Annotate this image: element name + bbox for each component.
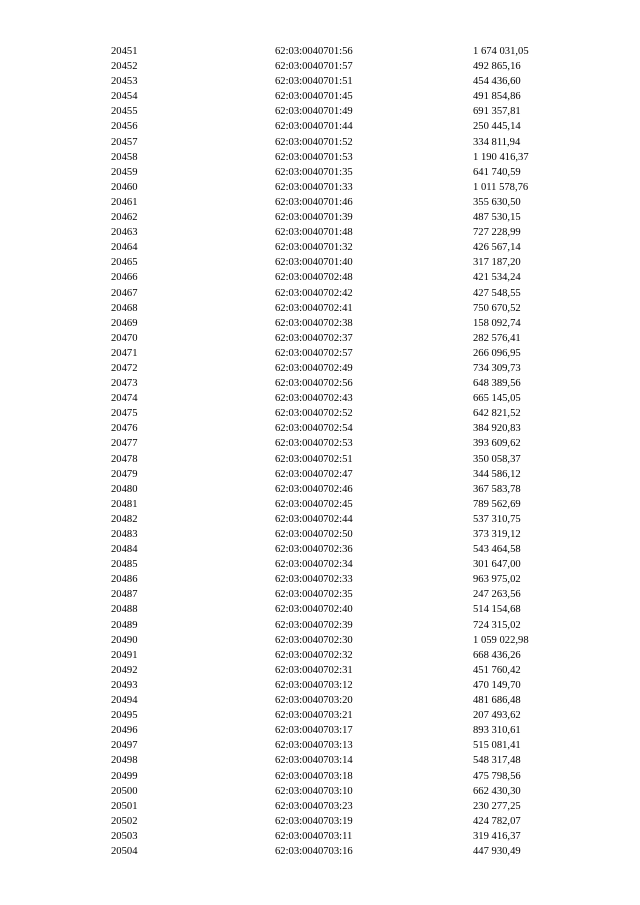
cadastral-value: 515 081,41 bbox=[473, 740, 521, 752]
cadastral-number: 62:03:0040702:41 bbox=[275, 302, 353, 314]
cadastral-number: 62:03:0040701:52 bbox=[275, 136, 353, 148]
table-row bbox=[0, 421, 640, 436]
cadastral-value: 451 760,42 bbox=[473, 664, 521, 676]
cadastral-value: 648 389,56 bbox=[473, 378, 521, 390]
row-number: 20476 bbox=[111, 423, 138, 435]
row-number: 20483 bbox=[111, 529, 138, 540]
row-number: 20485 bbox=[111, 559, 138, 571]
cadastral-value: 492 865,16 bbox=[473, 61, 521, 73]
table-row bbox=[0, 678, 640, 693]
cadastral-number: 62:03:0040702:30 bbox=[275, 634, 353, 646]
cadastral-number: 62:03:0040703:23 bbox=[275, 800, 353, 812]
cadastral-value: 334 811,94 bbox=[473, 136, 521, 148]
row-number: 20463 bbox=[111, 227, 138, 239]
cadastral-value: 367 583,78 bbox=[473, 483, 521, 495]
cadastral-value: 668 436,26 bbox=[473, 649, 521, 661]
cadastral-number: 62:03:0040703:20 bbox=[275, 695, 353, 707]
cadastral-value: 543 464,58 bbox=[473, 544, 521, 556]
table-row bbox=[0, 542, 640, 557]
cadastral-value: 1 011 578,76 bbox=[473, 181, 529, 193]
row-number: 20469 bbox=[111, 317, 138, 329]
table-row bbox=[0, 572, 640, 587]
cadastral-number: 62:03:0040702:53 bbox=[275, 438, 353, 450]
cadastral-value: 393 609,62 bbox=[473, 438, 521, 450]
cadastral-number: 62:03:0040702:52 bbox=[275, 408, 353, 420]
cadastral-value: 207 493,62 bbox=[473, 710, 521, 722]
row-number: 20497 bbox=[111, 740, 138, 752]
table-row bbox=[0, 406, 640, 421]
cadastral-value-table bbox=[0, 44, 640, 859]
table-row bbox=[0, 74, 640, 89]
cadastral-number: 62:03:0040702:45 bbox=[275, 498, 353, 510]
cadastral-value: 301 647,00 bbox=[473, 559, 521, 571]
row-number: 20454 bbox=[111, 91, 138, 103]
table-row bbox=[0, 119, 640, 134]
row-number: 20453 bbox=[111, 76, 138, 88]
cadastral-value: 893 310,61 bbox=[473, 725, 521, 737]
cadastral-number: 62:03:0040701:32 bbox=[275, 242, 353, 254]
table-row bbox=[0, 602, 640, 617]
cadastral-value: 1 059 022,98 bbox=[473, 634, 529, 646]
table-row bbox=[0, 346, 640, 361]
row-number: 20456 bbox=[111, 121, 138, 133]
cadastral-number: 62:03:0040702:33 bbox=[275, 574, 353, 586]
cadastral-value: 344 586,12 bbox=[473, 468, 521, 480]
table-row bbox=[0, 633, 640, 648]
row-number: 20461 bbox=[111, 196, 138, 208]
cadastral-number: 62:03:0040702:40 bbox=[275, 604, 353, 616]
table-row bbox=[0, 799, 640, 814]
table-row bbox=[0, 829, 640, 844]
row-number: 20471 bbox=[111, 347, 138, 359]
table-row bbox=[0, 376, 640, 391]
table-row bbox=[0, 738, 640, 753]
cadastral-number: 62:03:0040701:56 bbox=[275, 46, 353, 57]
table-row bbox=[0, 784, 640, 799]
row-number: 20496 bbox=[111, 725, 138, 737]
cadastral-value: 642 821,52 bbox=[473, 408, 521, 420]
cadastral-value: 350 058,37 bbox=[473, 453, 521, 465]
cadastral-value: 724 315,02 bbox=[473, 619, 521, 631]
cadastral-value: 662 430,30 bbox=[473, 785, 521, 797]
cadastral-value: 491 854,86 bbox=[473, 91, 521, 103]
cadastral-value: 230 277,25 bbox=[473, 800, 521, 812]
row-number: 20466 bbox=[111, 272, 138, 284]
cadastral-number: 62:03:0040702:57 bbox=[275, 347, 353, 359]
cadastral-value: 470 149,70 bbox=[473, 679, 521, 691]
table-row bbox=[0, 814, 640, 829]
cadastral-value: 282 576,41 bbox=[473, 332, 521, 344]
table-row bbox=[0, 210, 640, 225]
cadastral-number: 62:03:0040702:49 bbox=[275, 362, 353, 374]
table-row bbox=[0, 527, 640, 542]
row-number: 20484 bbox=[111, 544, 138, 556]
row-number: 20474 bbox=[111, 393, 138, 405]
cadastral-number: 62:03:0040703:16 bbox=[275, 845, 353, 857]
cadastral-value: 454 436,60 bbox=[473, 76, 521, 88]
cadastral-number: 62:03:0040703:14 bbox=[275, 755, 353, 767]
cadastral-number: 62:03:0040702:51 bbox=[275, 453, 353, 465]
cadastral-value: 250 445,14 bbox=[473, 121, 521, 133]
cadastral-number: 62:03:0040701:49 bbox=[275, 106, 353, 118]
row-number: 20499 bbox=[111, 770, 138, 782]
row-number: 20455 bbox=[111, 106, 138, 118]
cadastral-number: 62:03:0040701:51 bbox=[275, 76, 353, 88]
row-number: 20465 bbox=[111, 257, 138, 269]
table-row bbox=[0, 104, 640, 119]
cadastral-value: 481 686,48 bbox=[473, 695, 521, 707]
cadastral-number: 62:03:0040702:42 bbox=[275, 287, 353, 299]
cadastral-number: 62:03:0040703:12 bbox=[275, 679, 353, 691]
table-row bbox=[0, 436, 640, 451]
cadastral-number: 62:03:0040702:38 bbox=[275, 317, 353, 329]
row-number: 20502 bbox=[111, 815, 138, 827]
cadastral-value: 317 187,20 bbox=[473, 257, 521, 269]
row-number: 20462 bbox=[111, 212, 138, 224]
cadastral-value: 373 319,12 bbox=[473, 529, 521, 540]
table-row bbox=[0, 512, 640, 527]
cadastral-value: 266 096,95 bbox=[473, 347, 521, 359]
cadastral-number: 62:03:0040702:34 bbox=[275, 559, 353, 571]
table-row bbox=[0, 225, 640, 240]
table-row bbox=[0, 361, 640, 376]
table-row bbox=[0, 693, 640, 708]
cadastral-number: 62:03:0040702:47 bbox=[275, 468, 353, 480]
table-row bbox=[0, 286, 640, 301]
cadastral-value: 384 920,83 bbox=[473, 423, 521, 435]
cadastral-value: 427 548,55 bbox=[473, 287, 521, 299]
row-number: 20493 bbox=[111, 679, 138, 691]
table-row bbox=[0, 135, 640, 150]
cadastral-value: 548 317,48 bbox=[473, 755, 521, 767]
cadastral-number: 62:03:0040703:17 bbox=[275, 725, 353, 737]
row-number: 20491 bbox=[111, 649, 138, 661]
cadastral-number: 62:03:0040701:44 bbox=[275, 121, 353, 133]
row-number: 20501 bbox=[111, 800, 138, 812]
row-number: 20478 bbox=[111, 453, 138, 465]
cadastral-number: 62:03:0040702:44 bbox=[275, 513, 353, 525]
cadastral-number: 62:03:0040702:48 bbox=[275, 272, 353, 284]
row-number: 20470 bbox=[111, 332, 138, 344]
cadastral-value: 424 782,07 bbox=[473, 815, 521, 827]
table-row bbox=[0, 391, 640, 406]
table-row bbox=[0, 270, 640, 285]
cadastral-value: 319 416,37 bbox=[473, 830, 521, 842]
cadastral-value: 1 674 031,05 bbox=[473, 46, 529, 57]
row-number: 20504 bbox=[111, 845, 138, 857]
row-number: 20460 bbox=[111, 181, 138, 193]
cadastral-value: 514 154,68 bbox=[473, 604, 521, 616]
table-row bbox=[0, 587, 640, 602]
row-number: 20472 bbox=[111, 362, 138, 374]
table-row bbox=[0, 195, 640, 210]
table-row bbox=[0, 482, 640, 497]
table-row bbox=[0, 44, 640, 59]
cadastral-number: 62:03:0040701:39 bbox=[275, 212, 353, 224]
table-row bbox=[0, 557, 640, 572]
cadastral-value: 1 190 416,37 bbox=[473, 151, 529, 163]
cadastral-value: 963 975,02 bbox=[473, 574, 521, 586]
table-row bbox=[0, 618, 640, 633]
row-number: 20486 bbox=[111, 574, 138, 586]
cadastral-number: 62:03:0040702:39 bbox=[275, 619, 353, 631]
cadastral-number: 62:03:0040702:46 bbox=[275, 483, 353, 495]
cadastral-value: 487 530,15 bbox=[473, 212, 521, 224]
table-row bbox=[0, 452, 640, 467]
cadastral-value: 447 930,49 bbox=[473, 845, 521, 857]
row-number: 20459 bbox=[111, 166, 138, 178]
table-row bbox=[0, 467, 640, 482]
row-number: 20481 bbox=[111, 498, 138, 510]
cadastral-value: 789 562,69 bbox=[473, 498, 521, 510]
row-number: 20490 bbox=[111, 634, 138, 646]
table-row bbox=[0, 708, 640, 723]
cadastral-value: 537 310,75 bbox=[473, 513, 521, 525]
table-row bbox=[0, 331, 640, 346]
cadastral-number: 62:03:0040701:48 bbox=[275, 227, 353, 239]
row-number: 20467 bbox=[111, 287, 138, 299]
table-row bbox=[0, 180, 640, 195]
cadastral-number: 62:03:0040703:19 bbox=[275, 815, 353, 827]
table-row bbox=[0, 663, 640, 678]
row-number: 20492 bbox=[111, 664, 138, 676]
row-number: 20498 bbox=[111, 755, 138, 767]
cadastral-number: 62:03:0040702:43 bbox=[275, 393, 353, 405]
cadastral-value: 691 357,81 bbox=[473, 106, 521, 118]
table-row bbox=[0, 497, 640, 512]
cadastral-number: 62:03:0040702:37 bbox=[275, 332, 353, 344]
cadastral-number: 62:03:0040702:32 bbox=[275, 649, 353, 661]
table-row bbox=[0, 316, 640, 331]
table-row bbox=[0, 89, 640, 104]
row-number: 20477 bbox=[111, 438, 138, 450]
table-row bbox=[0, 150, 640, 165]
row-number: 20451 bbox=[111, 46, 138, 57]
row-number: 20464 bbox=[111, 242, 138, 254]
cadastral-number: 62:03:0040702:31 bbox=[275, 664, 353, 676]
table-row bbox=[0, 59, 640, 74]
row-number: 20479 bbox=[111, 468, 138, 480]
row-number: 20480 bbox=[111, 483, 138, 495]
cadastral-value: 727 228,99 bbox=[473, 227, 521, 239]
cadastral-value: 355 630,50 bbox=[473, 196, 521, 208]
row-number: 20468 bbox=[111, 302, 138, 314]
table-row bbox=[0, 301, 640, 316]
cadastral-number: 62:03:0040702:54 bbox=[275, 423, 353, 435]
table-row bbox=[0, 753, 640, 768]
cadastral-number: 62:03:0040701:35 bbox=[275, 166, 353, 178]
cadastral-number: 62:03:0040703:10 bbox=[275, 785, 353, 797]
row-number: 20475 bbox=[111, 408, 138, 420]
cadastral-number: 62:03:0040703:11 bbox=[275, 830, 353, 842]
table-row bbox=[0, 240, 640, 255]
row-number: 20500 bbox=[111, 785, 138, 797]
cadastral-number: 62:03:0040701:53 bbox=[275, 151, 353, 163]
table-row bbox=[0, 648, 640, 663]
cadastral-value: 426 567,14 bbox=[473, 242, 521, 254]
cadastral-value: 421 534,24 bbox=[473, 272, 521, 284]
table-row bbox=[0, 165, 640, 180]
row-number: 20495 bbox=[111, 710, 138, 722]
row-number: 20457 bbox=[111, 136, 138, 148]
cadastral-number: 62:03:0040703:13 bbox=[275, 740, 353, 752]
cadastral-value: 641 740,59 bbox=[473, 166, 521, 178]
table-row bbox=[0, 844, 640, 859]
cadastral-value: 665 145,05 bbox=[473, 393, 521, 405]
row-number: 20473 bbox=[111, 378, 138, 390]
cadastral-number: 62:03:0040702:36 bbox=[275, 544, 353, 556]
cadastral-number: 62:03:0040701:57 bbox=[275, 61, 353, 73]
cadastral-value: 158 092,74 bbox=[473, 317, 521, 329]
table-row bbox=[0, 769, 640, 784]
row-number: 20452 bbox=[111, 61, 138, 73]
cadastral-value: 734 309,73 bbox=[473, 362, 521, 374]
cadastral-number: 62:03:0040701:40 bbox=[275, 257, 353, 269]
row-number: 20482 bbox=[111, 513, 138, 525]
cadastral-number: 62:03:0040703:18 bbox=[275, 770, 353, 782]
row-number: 20489 bbox=[111, 619, 138, 631]
cadastral-number: 62:03:0040702:50 bbox=[275, 529, 353, 540]
cadastral-number: 62:03:0040701:33 bbox=[275, 181, 353, 193]
row-number: 20487 bbox=[111, 589, 138, 601]
row-number: 20488 bbox=[111, 604, 138, 616]
cadastral-value: 247 263,56 bbox=[473, 589, 521, 601]
row-number: 20494 bbox=[111, 695, 138, 707]
cadastral-value: 750 670,52 bbox=[473, 302, 521, 314]
cadastral-value: 475 798,56 bbox=[473, 770, 521, 782]
table-row bbox=[0, 255, 640, 270]
row-number: 20503 bbox=[111, 830, 138, 842]
cadastral-number: 62:03:0040701:46 bbox=[275, 196, 353, 208]
cadastral-number: 62:03:0040701:45 bbox=[275, 91, 353, 103]
cadastral-number: 62:03:0040702:56 bbox=[275, 378, 353, 390]
cadastral-number: 62:03:0040702:35 bbox=[275, 589, 353, 601]
cadastral-number: 62:03:0040703:21 bbox=[275, 710, 353, 722]
table-row bbox=[0, 723, 640, 738]
row-number: 20458 bbox=[111, 151, 138, 163]
